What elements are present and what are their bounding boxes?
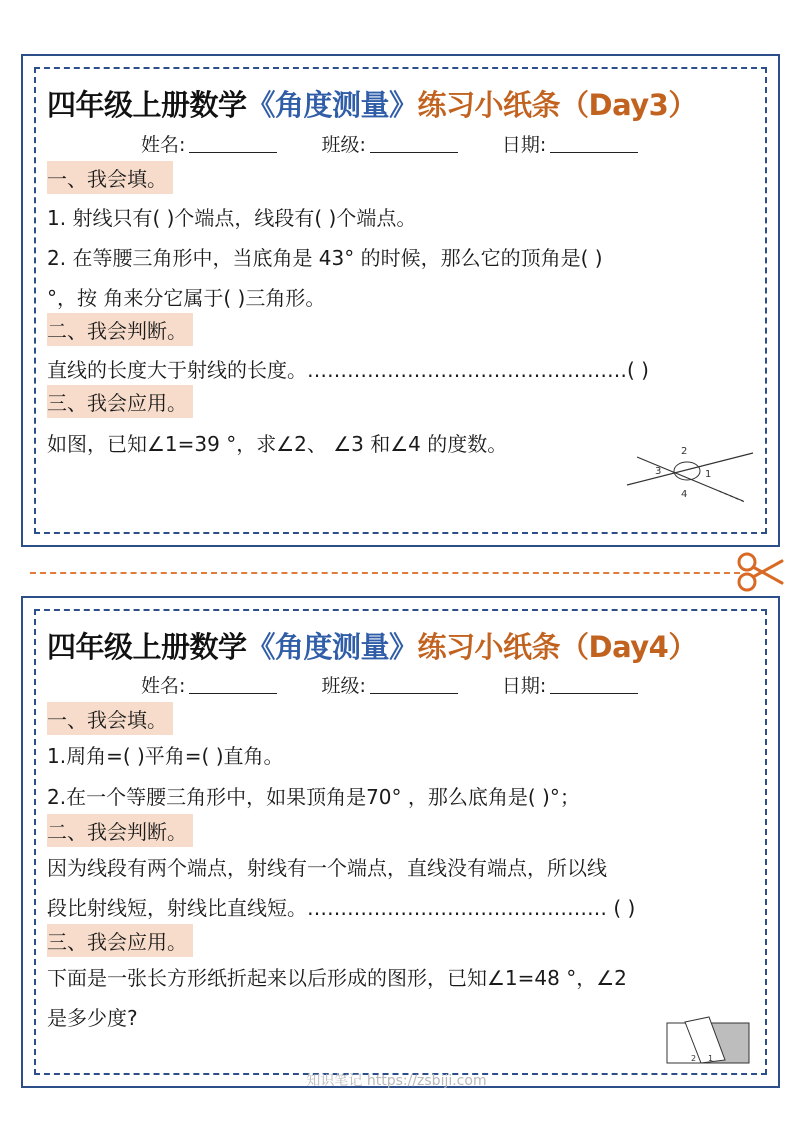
folded-paper-figure: [663, 1016, 755, 1066]
apply-question-line1: 下面是一张长方形纸折起来以后形成的图形，已知∠1=48 °，∠2: [47, 966, 627, 990]
name-field[interactable]: [189, 134, 277, 153]
question-1: 1.周角=( )平角=( )直角。: [47, 744, 284, 768]
name-label: 姓名:: [141, 134, 186, 156]
title-topic: 《角度测量》: [246, 88, 418, 122]
question-1: 1. 射线只有( )个端点，线段有( )个端点。: [47, 206, 417, 230]
name-label: 姓名:: [141, 675, 186, 697]
angle-label-3: 3: [655, 466, 662, 477]
name-field[interactable]: [189, 675, 277, 694]
question-2-line1: 2. 在等腰三角形中，当底角是 43° 的时候，那么它的顶角是( ): [47, 246, 603, 270]
question-2-line2: °，按 角来分它属于( )三角形。: [47, 286, 326, 310]
section-fill-heading: 一、我会填。: [47, 161, 173, 194]
intersecting-lines-figure: [623, 441, 763, 511]
date-field[interactable]: [550, 134, 638, 153]
cut-line: [30, 572, 740, 574]
date-label: 日期:: [501, 675, 547, 697]
angle-label-4: 4: [681, 489, 688, 500]
page-title: [47, 83, 697, 124]
apply-question: 如图，已知∠1=39 °，求∠2、 ∠3 和∠4 的度数。: [47, 432, 508, 456]
angle-label-2: 2: [691, 1054, 697, 1063]
apply-question-line2: 是多少度?: [47, 1006, 138, 1030]
section-judge-heading: 二、我会判断。: [47, 313, 193, 346]
angle-label-1: 1: [708, 1054, 714, 1063]
class-label: 班级:: [321, 675, 366, 697]
worksheet-card-day3: [21, 54, 780, 547]
section-apply-heading: 三、我会应用。: [47, 924, 193, 957]
judge-statement: 直线的长度大于射线的长度。…………………………………………( ): [47, 358, 649, 382]
student-info-row: [141, 671, 638, 698]
title-grade: 四年级上册数学: [47, 88, 247, 122]
title-day: 练习小纸条（Day4）: [417, 630, 697, 664]
section-apply-heading: 三、我会应用。: [47, 385, 193, 418]
worksheet-card-day4: [21, 596, 780, 1088]
class-field[interactable]: [370, 675, 458, 694]
date-field[interactable]: [550, 675, 638, 694]
section-fill-heading: 一、我会填。: [47, 702, 173, 735]
judge-statement-line1: 因为线段有两个端点，射线有一个端点，直线没有端点，所以线: [47, 856, 607, 880]
title-grade: 四年级上册数学: [47, 630, 247, 664]
title-day: 练习小纸条（Day3）: [417, 88, 697, 122]
title-topic: 《角度测量》: [246, 630, 418, 664]
class-field[interactable]: [370, 134, 458, 153]
page-title: [47, 625, 697, 666]
watermark: 知识笔记 https://zsbiji.com: [306, 1073, 487, 1089]
student-info-row: [141, 130, 638, 157]
angle-label-1: 1: [705, 469, 712, 480]
scissors-icon: [736, 551, 786, 593]
class-label: 班级:: [321, 134, 366, 156]
angle-label-2: 2: [681, 446, 688, 457]
judge-statement-line2: 段比射线短，射线比直线短。……………………………………… ( ): [47, 896, 636, 920]
question-2: 2.在一个等腰三角形中，如果顶角是70° ，那么底角是( )°；: [47, 785, 580, 809]
section-judge-heading: 二、我会判断。: [47, 814, 193, 847]
date-label: 日期:: [501, 134, 547, 156]
